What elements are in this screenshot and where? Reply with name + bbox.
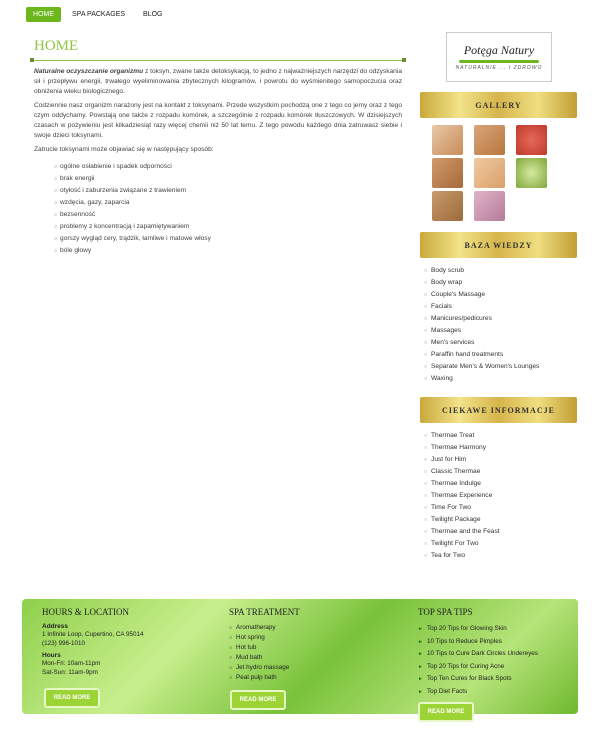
gallery-thumb[interactable]: [432, 191, 463, 221]
logo-title: Potęga Natury: [463, 43, 535, 57]
list-item[interactable]: ○ Thermae Harmony: [424, 442, 500, 454]
list-item[interactable]: ○ Aromatherapy: [229, 623, 300, 633]
list-item: ○ bóle głowy: [54, 245, 402, 257]
logo-tagline: NATURALNIE ... I ZDROWO: [455, 65, 543, 71]
ciekawe-heading: CIEKAWE INFORMACJE: [420, 397, 577, 423]
nav-spa-packages[interactable]: SPA PACKAGES: [72, 11, 126, 18]
title-divider: [30, 60, 406, 61]
list-item[interactable]: ○ Paraffin hand treatments: [424, 349, 539, 361]
symptoms-intro: Zatrucie toksynami może objawiać się w następujący sposób:: [34, 146, 214, 153]
tips-list: [418, 623, 538, 698]
treatment-list: [229, 623, 300, 683]
list-item: ○ otyłość i zaburzenia związane z trawieniem: [54, 185, 402, 197]
gallery-grid: [432, 125, 570, 221]
gallery-heading: GALLERY: [420, 92, 577, 118]
gallery-thumb[interactable]: [474, 158, 505, 188]
site-logo[interactable]: [446, 32, 552, 82]
list-item[interactable]: ○ Hot spring: [229, 633, 300, 643]
footer-hours: [42, 607, 144, 677]
list-item[interactable]: ○ Thermae Treat: [424, 430, 500, 442]
gallery-thumb[interactable]: [516, 125, 547, 155]
ciekawe-list: [424, 430, 500, 562]
list-item[interactable]: ○ Separate Men's & Women's Lounges: [424, 361, 539, 373]
treatment-title: SPA TREATMENT: [229, 607, 300, 617]
hours-read-more-button[interactable]: READ MORE: [44, 688, 100, 708]
list-item[interactable]: ○ Twilight Package: [424, 514, 500, 526]
list-item[interactable]: ○ Manicures/pedicures: [424, 313, 539, 325]
list-item[interactable]: ○ Twilight For Two: [424, 538, 500, 550]
gallery-thumb[interactable]: [432, 158, 463, 188]
list-item: ○ brak energii: [54, 173, 402, 185]
baza-list: [424, 265, 539, 385]
footer-treatment: [229, 607, 300, 683]
address-label: Address: [42, 623, 69, 630]
list-item[interactable]: ► Top 20 Tips for Curing Acne: [418, 661, 538, 674]
list-item[interactable]: ○ Waxing: [424, 373, 539, 385]
list-item[interactable]: ○ Facials: [424, 301, 539, 313]
intro-paragraph: [34, 67, 402, 97]
list-item[interactable]: ○ Hot tub: [229, 643, 300, 653]
gallery-thumb[interactable]: [474, 191, 505, 221]
list-item[interactable]: ► Top 20 Tips for Glowing Skin: [418, 623, 538, 636]
nav-blog[interactable]: BLOG: [143, 11, 163, 18]
list-item[interactable]: ○ Massages: [424, 325, 539, 337]
list-item[interactable]: ► 10 Tips to Cure Dark Circles Undereyes: [418, 648, 538, 661]
gallery-thumb[interactable]: [432, 125, 463, 155]
toxins-paragraph: Codziennie nasz organizm narażony jest na kontakt z toksynami. Przede wszystkim pochodzą one z tego co jemy oraz z tego czym oddychamy. Powstają one także z rozpadu komórek, a szczególnie z rozpadu komórek tłuszczowych. W dzisiejszych czasach w pożywieniu jest kilkadziesiąt razy więcej chemii niż 50 lat temu. Z tego powodu każdego dnia zatruwasz siebie i swoje dzieci toksynami.: [34, 102, 402, 139]
list-item[interactable]: ○ Time For Two: [424, 502, 500, 514]
list-item[interactable]: ○ Men's services: [424, 337, 539, 349]
intro-text: z toksyn, zwane także detoksykacją, to jedno z najważniejszych narzędzi do odzyskania sił i przepływu energii, trwałego wyeliminowania zbytecznych kilogramów, i powrotu do wyśmienitego samopoczucia oraz obniżenia wieku biologicznego.: [34, 68, 402, 95]
weekend-hours: Sat-Sun: 11am-9pm: [42, 669, 98, 676]
gallery-thumb[interactable]: [474, 125, 505, 155]
gallery-thumb[interactable]: [516, 158, 547, 188]
list-item: ○ problemy z koncentracją i zapamiętywaniem: [54, 221, 402, 233]
phone-text: (123) 996-1010: [42, 640, 86, 647]
footer-tips: [418, 607, 538, 698]
list-item[interactable]: ► 10 Tips to Reduce Pimples: [418, 636, 538, 649]
list-item[interactable]: ► Top Ten Cures for Black Spots: [418, 673, 538, 686]
tips-read-more-button[interactable]: READ MORE: [418, 702, 474, 722]
list-item[interactable]: ○ Jet hydro massage: [229, 663, 300, 673]
list-item[interactable]: ○ Tea for Two: [424, 550, 500, 562]
address-text: 1 Infinite Loop, Cupertino, CA 95014: [42, 631, 144, 638]
intro-bold: Naturalne oczyszczanie organizmu: [34, 68, 144, 75]
list-item[interactable]: ○ Just for Him: [424, 454, 500, 466]
tips-title: TOP SPA TIPS: [418, 607, 473, 617]
footer: [22, 599, 578, 714]
list-item[interactable]: ○ Peat pulp bath: [229, 673, 300, 683]
list-item: ○ bezsenność: [54, 209, 402, 221]
list-item[interactable]: ○ Body scrub: [424, 265, 539, 277]
list-item[interactable]: ○ Thermae Indulge: [424, 478, 500, 490]
list-item: ○ gorszy wygląd cery, trądzik, łamliwe i matowe włosy: [54, 233, 402, 245]
list-item[interactable]: ○ Body wrap: [424, 277, 539, 289]
list-item[interactable]: ○ Couple's Massage: [424, 289, 539, 301]
hours-title: HOURS & LOCATION: [42, 607, 130, 617]
treatment-read-more-button[interactable]: READ MORE: [230, 690, 286, 710]
main-nav: [26, 7, 170, 22]
main-content: [34, 38, 402, 257]
hours-label: Hours: [42, 652, 61, 659]
list-item[interactable]: ○ Mud bath: [229, 653, 300, 663]
list-item: ○ wzdęcia, gazy, zaparcia: [54, 197, 402, 209]
list-item[interactable]: ► Top Diet Facts: [418, 686, 538, 699]
page-title: HOME: [34, 38, 79, 54]
symptoms-list: [54, 161, 402, 257]
nav-home[interactable]: HOME: [26, 7, 61, 22]
list-item[interactable]: ○ Classic Thermae: [424, 466, 500, 478]
logo-swoosh: [459, 60, 539, 63]
baza-heading: BAZA WIEDZY: [420, 232, 577, 258]
list-item[interactable]: ○ Thermae and the Feast: [424, 526, 500, 538]
weekday-hours: Mon-Fri: 10am-11pm: [42, 660, 101, 667]
list-item: ○ ogólne osłabienie i spadek odporności: [54, 161, 402, 173]
list-item[interactable]: ○ Thermae Experience: [424, 490, 500, 502]
